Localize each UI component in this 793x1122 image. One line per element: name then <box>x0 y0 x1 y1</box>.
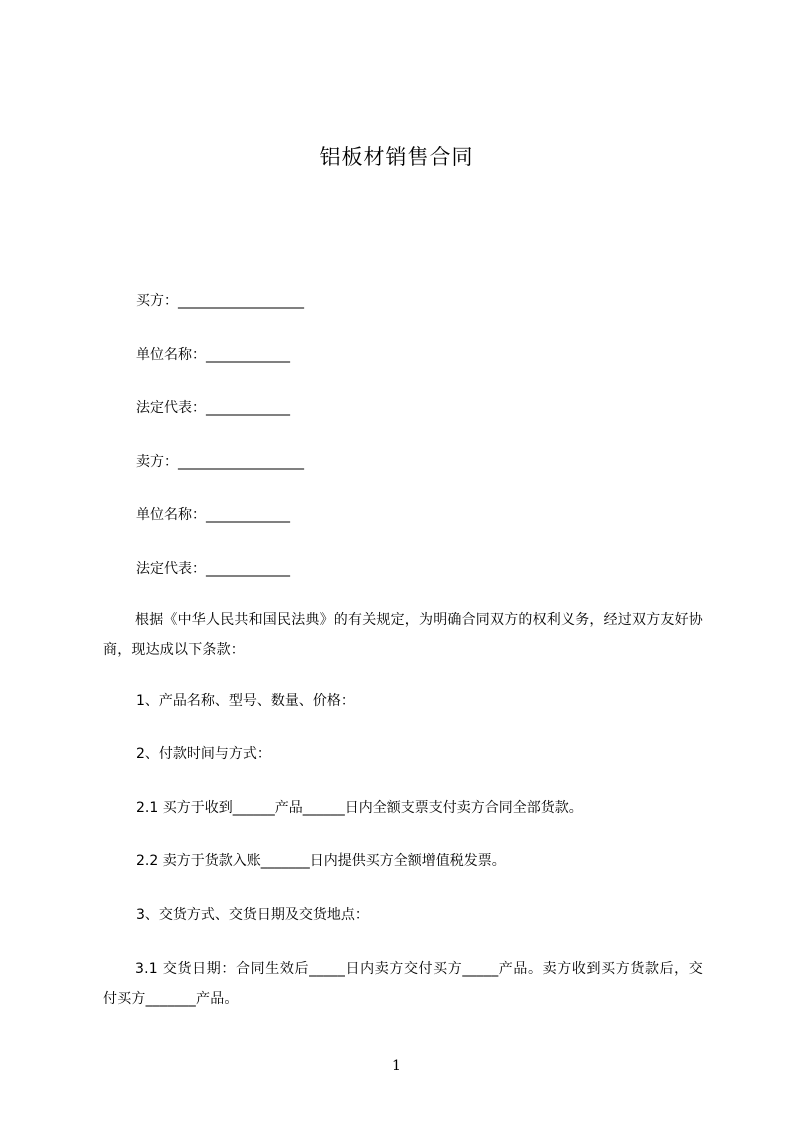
clause-3: 3、交货方式、交货日期及交货地点： <box>136 907 369 923</box>
clause-2: 2、付款时间与方式： <box>136 746 271 762</box>
buyer-unit-name: 单位名称：____________ <box>136 347 290 363</box>
intro-paragraph: 根据《中华人民共和国民法典》的有关规定，为明确合同双方的权利义务，经过双方友好协商，现达成以下条款： <box>103 612 703 658</box>
buyer-line: 买方：__________________ <box>136 293 304 309</box>
seller-line: 卖方：__________________ <box>136 454 304 470</box>
clause-1: 1、产品名称、型号、数量、价格： <box>136 693 355 709</box>
seller-legal-rep: 法定代表：____________ <box>136 561 290 577</box>
clause-2-2: 2.2 卖方于货款入账_______日内提供买方全额增值税发票。 <box>136 853 506 869</box>
buyer-legal-rep: 法定代表：____________ <box>136 400 290 416</box>
clause-2-1: 2.1 买方于收到______产品______日内全额支票支付卖方合同全部货款。 <box>136 800 583 816</box>
seller-unit-name: 单位名称：____________ <box>136 507 290 523</box>
clause-3-1: 3.1 交货日期：合同生效后_____日内卖方交付买方_____产品。卖方收到买方货款后，交付买方_______产品。 <box>103 961 703 1007</box>
document-title: 铝板材销售合同 <box>319 145 474 169</box>
page-number: 1 <box>392 1058 401 1074</box>
